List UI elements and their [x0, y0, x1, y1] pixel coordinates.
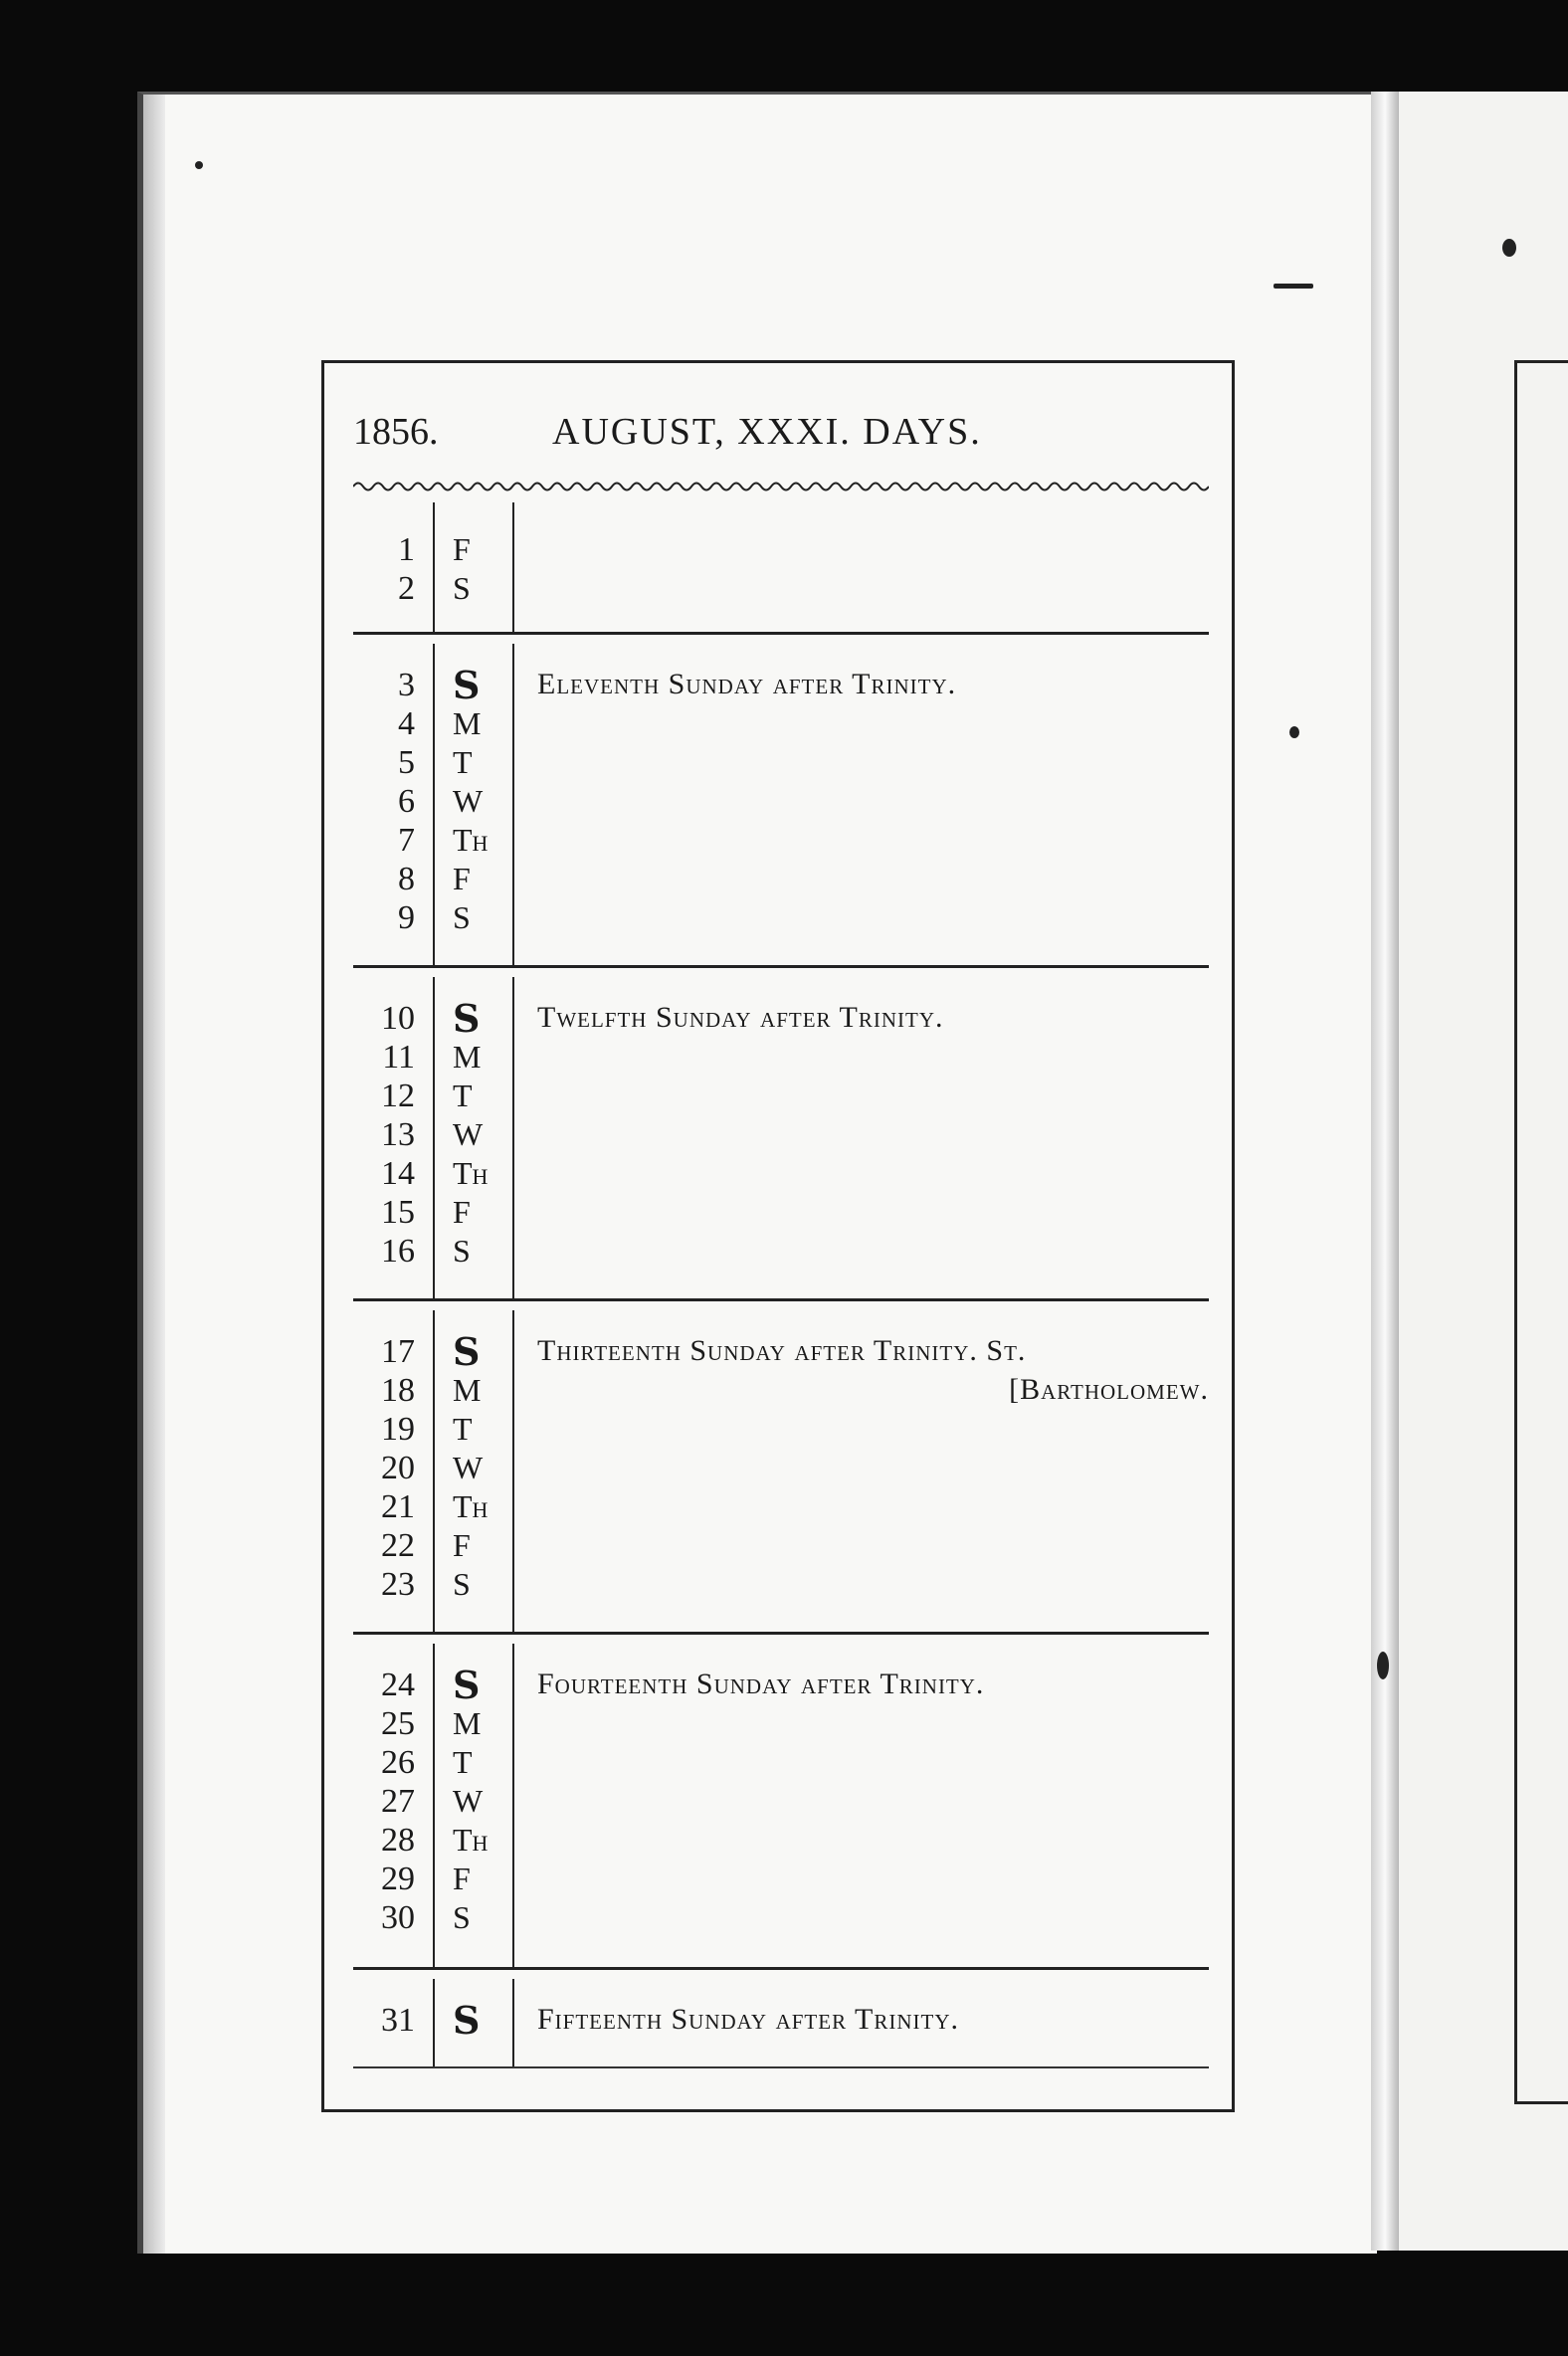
day-number: 31 — [381, 2002, 415, 2039]
ink-speck — [1274, 284, 1313, 289]
week-divider — [353, 1298, 1209, 1301]
weekday-letter: F — [453, 861, 471, 896]
weekday-letter: T — [453, 1744, 473, 1780]
weekday-letter: W — [453, 1783, 484, 1819]
week-divider — [353, 1632, 1209, 1635]
day-number: 30 — [381, 1899, 415, 1936]
column-rule — [433, 1979, 435, 2066]
day-number: 25 — [381, 1705, 415, 1742]
day-number: 8 — [398, 861, 415, 897]
weekday-letter: TH — [453, 822, 489, 858]
sunday-glyph: S — [453, 1998, 481, 2043]
sunday-note-continued: [Bartholomew. — [1009, 1373, 1209, 1406]
week-divider — [353, 1967, 1209, 1970]
day-number: 14 — [381, 1155, 415, 1192]
year-label: 1856. — [353, 411, 439, 453]
sunday-note: Fifteenth Sunday after Trinity. — [537, 2003, 960, 2036]
day-number: 20 — [381, 1450, 415, 1486]
sunday-note: Fourteenth Sunday after Trinity. — [537, 1668, 985, 1700]
weekday-letter: S — [453, 899, 471, 935]
sunday-note: Eleventh Sunday after Trinity. — [537, 668, 957, 700]
column-rule — [512, 977, 514, 1298]
week-block — [353, 965, 1209, 1298]
day-number: 9 — [398, 899, 415, 936]
ink-speck — [1502, 239, 1516, 257]
day-number: 23 — [381, 1566, 415, 1603]
day-number: 4 — [398, 705, 415, 742]
weekday-letter: M — [453, 1372, 482, 1408]
day-number: 11 — [382, 1039, 415, 1076]
day-number: 17 — [381, 1333, 415, 1370]
wavy-rule — [353, 480, 1209, 493]
day-number: 12 — [381, 1078, 415, 1114]
week-divider — [353, 965, 1209, 968]
book-spine — [1371, 92, 1399, 2251]
weekday-letter: M — [453, 705, 482, 741]
sunday-glyph: S — [453, 1663, 481, 1707]
page-edge — [143, 95, 165, 2254]
right-page — [1399, 92, 1568, 2251]
day-number: 13 — [381, 1116, 415, 1153]
column-rule — [512, 644, 514, 965]
day-number: 1 — [398, 531, 415, 568]
calendar-header — [353, 398, 1219, 458]
day-number: 16 — [381, 1233, 415, 1270]
right-page-frame — [1514, 360, 1568, 2104]
column-rule — [512, 1310, 514, 1632]
column-rule — [433, 1310, 435, 1632]
weekday-letter: M — [453, 1705, 482, 1741]
sunday-glyph: S — [453, 663, 481, 707]
day-number: 28 — [381, 1822, 415, 1859]
weekday-letter: T — [453, 744, 473, 780]
day-number: 6 — [398, 783, 415, 820]
day-number: 5 — [398, 744, 415, 781]
weekday-letter: F — [453, 1527, 471, 1563]
sunday-glyph: S — [453, 996, 481, 1041]
sunday-glyph: S — [453, 1329, 481, 1374]
weekday-letter: TH — [453, 1488, 489, 1524]
weekday-letter: F — [453, 1194, 471, 1230]
day-number: 7 — [398, 822, 415, 859]
day-number: 22 — [381, 1527, 415, 1564]
column-rule — [512, 1979, 514, 2066]
day-number: 10 — [381, 1000, 415, 1037]
week-divider — [353, 632, 1209, 635]
week-block — [353, 1632, 1209, 1967]
column-rule — [433, 502, 435, 632]
day-number: 3 — [398, 667, 415, 703]
ink-speck — [1289, 726, 1299, 738]
bottom-rule — [353, 2066, 1209, 2068]
weekday-letter: W — [453, 1450, 484, 1485]
day-number: 19 — [381, 1411, 415, 1448]
ink-speck — [195, 161, 203, 169]
day-number: 2 — [398, 570, 415, 607]
weekday-letter: TH — [453, 1822, 489, 1858]
weekday-letter: F — [453, 531, 471, 567]
weekday-letter: S — [453, 1899, 471, 1935]
weekday-letter: S — [453, 1233, 471, 1269]
day-number: 29 — [381, 1861, 415, 1897]
weekday-letter: F — [453, 1861, 471, 1896]
day-number: 24 — [381, 1667, 415, 1703]
column-rule — [433, 977, 435, 1298]
column-rule — [433, 1644, 435, 1967]
weekday-letter: TH — [453, 1155, 489, 1191]
ink-speck — [1377, 1652, 1389, 1679]
weekday-letter: W — [453, 1116, 484, 1152]
weekday-letter: T — [453, 1078, 473, 1113]
weekday-letter: M — [453, 1039, 482, 1075]
sunday-note: Thirteenth Sunday after Trinity. St. — [537, 1334, 1027, 1367]
column-rule — [512, 1644, 514, 1967]
column-rule — [433, 644, 435, 965]
month-title: AUGUST, XXXI. DAYS. — [552, 411, 982, 453]
weekday-letter: W — [453, 783, 484, 819]
sunday-note: Twelfth Sunday after Trinity. — [537, 1001, 944, 1034]
day-number: 21 — [381, 1488, 415, 1525]
week-block — [353, 502, 1209, 632]
weekday-letter: T — [453, 1411, 473, 1447]
weekday-letter: S — [453, 570, 471, 606]
weekday-letter: S — [453, 1566, 471, 1602]
week-block — [353, 1298, 1209, 1632]
day-number: 27 — [381, 1783, 415, 1820]
column-rule — [512, 502, 514, 632]
day-number: 26 — [381, 1744, 415, 1781]
week-block — [353, 1967, 1209, 2066]
day-number: 18 — [381, 1372, 415, 1409]
week-block — [353, 632, 1209, 965]
day-number: 15 — [381, 1194, 415, 1231]
